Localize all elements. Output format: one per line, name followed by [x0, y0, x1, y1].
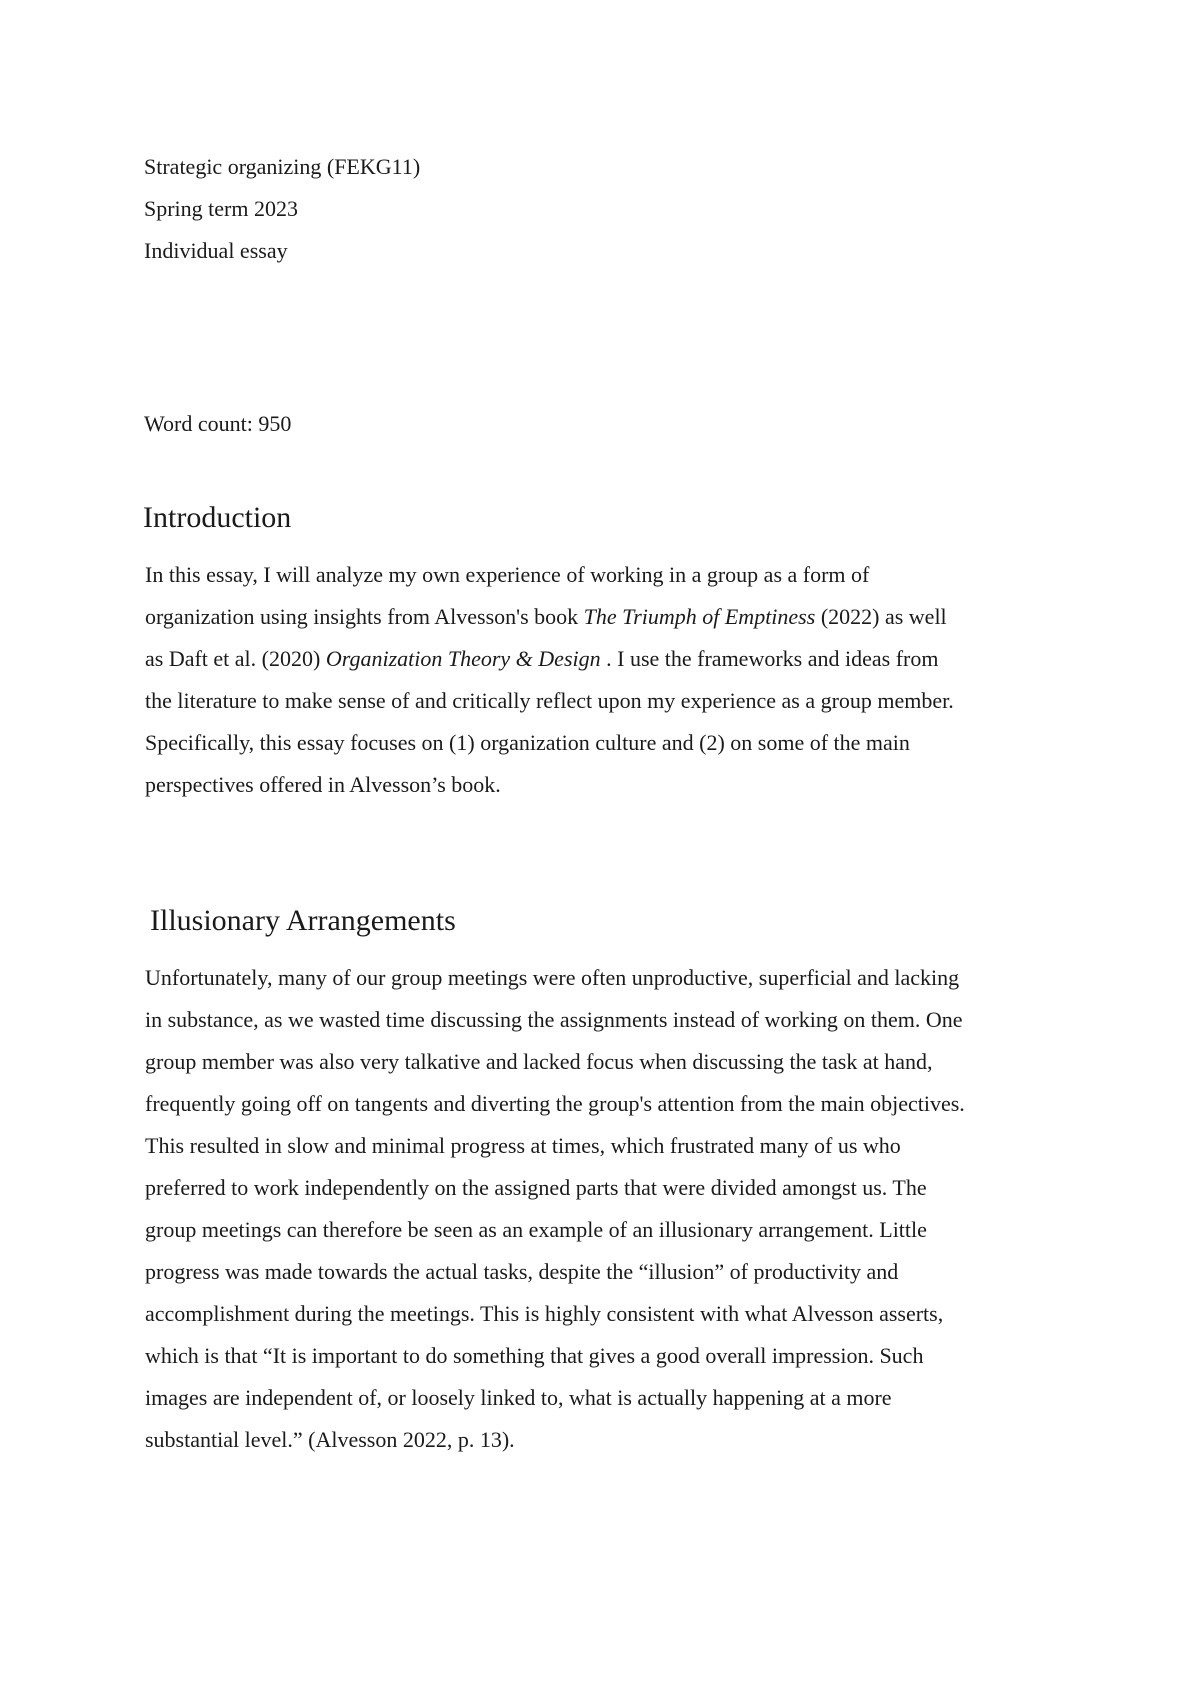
paragraph-line: Unfortunately, many of our group meetings were often unproductive, superficial and lacking	[145, 965, 960, 990]
book-title-org-theory: Organization Theory & Design	[325, 646, 601, 671]
intro-line-3-post: . I use the frameworks and ideas from	[600, 646, 939, 671]
paragraph-line: This resulted in slow and minimal progress at times, which frustrated many of us who	[145, 1133, 901, 1158]
paragraph-line: which is that “It is important to do something that gives a good overall impression. Such	[145, 1343, 924, 1368]
essay-type: Individual essay	[144, 238, 288, 263]
paragraph-line: frequently going off on tangents and diverting the group's attention from the main objectives.	[145, 1091, 965, 1116]
book-title-triumph: The Triumph of Emptiness	[583, 604, 816, 629]
intro-line-1: In this essay, I will analyze my own experience of working in a group as a form of	[145, 562, 870, 587]
paragraph-line: images are independent of, or loosely linked to, what is actually happening at a more	[145, 1385, 892, 1410]
paragraph-line: progress was made towards the actual tasks, despite the “illusion” of productivity and	[145, 1259, 899, 1284]
intro-line-5: Specifically, this essay focuses on (1) organization culture and (2) on some of the main	[145, 730, 910, 755]
paragraph-line: substantial level.” (Alvesson 2022, p. 13).	[145, 1427, 515, 1452]
intro-line-2	[145, 603, 947, 631]
paragraph-line: group meetings can therefore be seen as an example of an illusionary arrangement. Little	[145, 1217, 927, 1242]
word-count: Word count: 950	[144, 411, 292, 436]
introduction-heading: Introduction	[143, 501, 292, 534]
intro-line-3-pre: as Daft et al. (2020)	[145, 646, 326, 671]
intro-line-6: perspectives offered in Alvesson’s book.	[145, 772, 501, 797]
illusionary-heading: Illusionary Arrangements	[150, 904, 456, 937]
course-title: Strategic organizing (FEKG11)	[144, 154, 421, 179]
paragraph-line: accomplishment during the meetings. This is highly consistent with what Alvesson asserts,	[145, 1301, 944, 1326]
intro-line-2-pre: organization using insights from Alvesson's book	[145, 604, 584, 629]
paragraph-line: group member was also very talkative and lacked focus when discussing the task at hand,	[145, 1049, 933, 1074]
intro-line-3	[145, 645, 938, 673]
term-line: Spring term 2023	[144, 196, 298, 221]
paragraph-line: in substance, as we wasted time discussing the assignments instead of working on them. One	[145, 1007, 963, 1032]
intro-line-2-post: (2022) as well	[815, 604, 947, 629]
intro-line-4: the literature to make sense of and critically reflect upon my experience as a group member.	[145, 688, 954, 713]
paragraph-line: preferred to work independently on the assigned parts that were divided amongst us. The	[145, 1175, 927, 1200]
